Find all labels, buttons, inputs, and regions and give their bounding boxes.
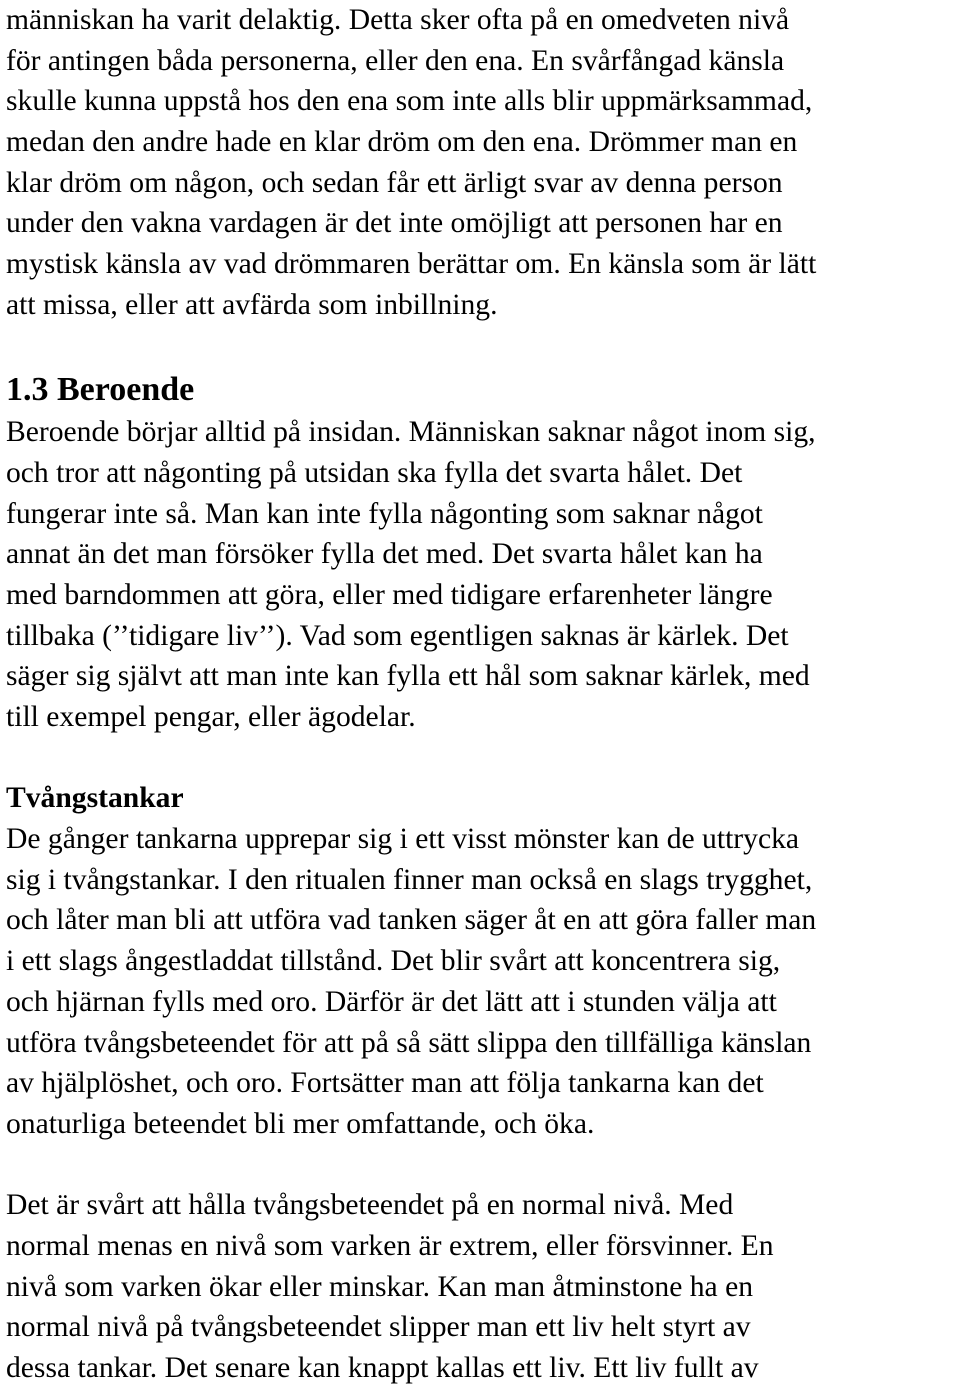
paragraph-normal-level [6, 1185, 960, 1388]
text-line: av hjälplöshet, och oro. Fortsätter man att följa tankarna kan det [6, 1067, 764, 1100]
text-line: medan den andre hade en klar dröm om den ena. Drömmer man en [6, 126, 798, 159]
text-line: för antingen båda personerna, eller den ena. En svårfångad känsla [6, 44, 785, 77]
subheading: Tvångstankar [6, 782, 184, 815]
text-line: onaturliga beteendet bli mer omfattande, och öka. [6, 1107, 595, 1140]
text-line: och tror att någonting på utsidan ska fylla det svarta hålet. Det [6, 456, 743, 489]
text-line: säger sig självt att man inte kan fylla ett hål som saknar kärlek, med [6, 660, 810, 693]
text-line: i ett slags ångestladdat tillstånd. Det blir svårt att koncentrera sig, [6, 945, 781, 978]
text-line: nivå som varken ökar eller minskar. Kan man åtminstone ha en [6, 1270, 754, 1303]
text-line: och hjärnan fylls med oro. Därför är det lätt att i stunden välja att [6, 985, 777, 1018]
paragraph-spacer [6, 1145, 960, 1186]
paragraph-addiction [6, 412, 960, 738]
text-line: och låter man bli att utföra vad tanken säger åt en att göra faller man [6, 904, 817, 937]
text-line: med barndommen att göra, eller med tidigare erfarenheter längre [6, 578, 773, 611]
text-line: under den vakna vardagen är det inte omöjligt att personen har en [6, 207, 783, 240]
text-line: normal nivå på tvångsbeteendet slipper man ett liv helt styrt av [6, 1311, 751, 1344]
text-line: sig i tvångstankar. I den ritualen finner man också en slags trygghet, [6, 863, 813, 896]
text-line: tillbaka (’’tidigare liv’’). Vad som egentligen saknas är kärlek. Det [6, 619, 789, 652]
document-page [6, 0, 960, 1389]
paragraph-dream-feeling [6, 0, 960, 326]
text-line: Det är svårt att hålla tvångsbeteendet på en normal nivå. Med [6, 1189, 734, 1222]
text-line: människan ha varit delaktig. Detta sker ofta på en omedveten nivå [6, 4, 790, 36]
text-line: dessa tankar. Det senare kan knappt kallas ett liv. Ett liv fullt av [6, 1352, 759, 1384]
text-line: till exempel pengar, eller ägodelar. [6, 701, 416, 733]
paragraph-spacer [6, 738, 960, 779]
text-line: normal menas en nivå som varken är extrem, eller försvinner. En [6, 1229, 774, 1262]
text-line: klar dröm om någon, och sedan får ett ärligt svar av denna person [6, 166, 783, 199]
section-heading: 1.3 Beroende [6, 371, 195, 409]
paragraph-compulsive-thoughts [6, 819, 960, 1145]
text-line: att missa, eller att avfärda som inbillning. [6, 288, 498, 321]
text-line: Beroende börjar alltid på insidan. Människan saknar något inom sig, [6, 416, 816, 449]
text-line: annat än det man försöker fylla det med. Det svarta hålet kan ha [6, 538, 763, 571]
text-line: fungerar inte så. Man kan inte fylla någonting som saknar något [6, 497, 763, 530]
paragraph-spacer [6, 326, 960, 367]
text-line: De gånger tankarna upprepar sig i ett visst mönster kan de uttrycka [6, 823, 800, 856]
text-line: skulle kunna uppstå hos den ena som inte alls blir uppmärksammad, [6, 85, 813, 118]
text-line: mystisk känsla av vad drömmaren berättar om. En känsla som är lätt [6, 248, 817, 281]
text-line: utföra tvångsbeteendet för att på så sätt slippa den tillfälliga känslan [6, 1026, 812, 1059]
